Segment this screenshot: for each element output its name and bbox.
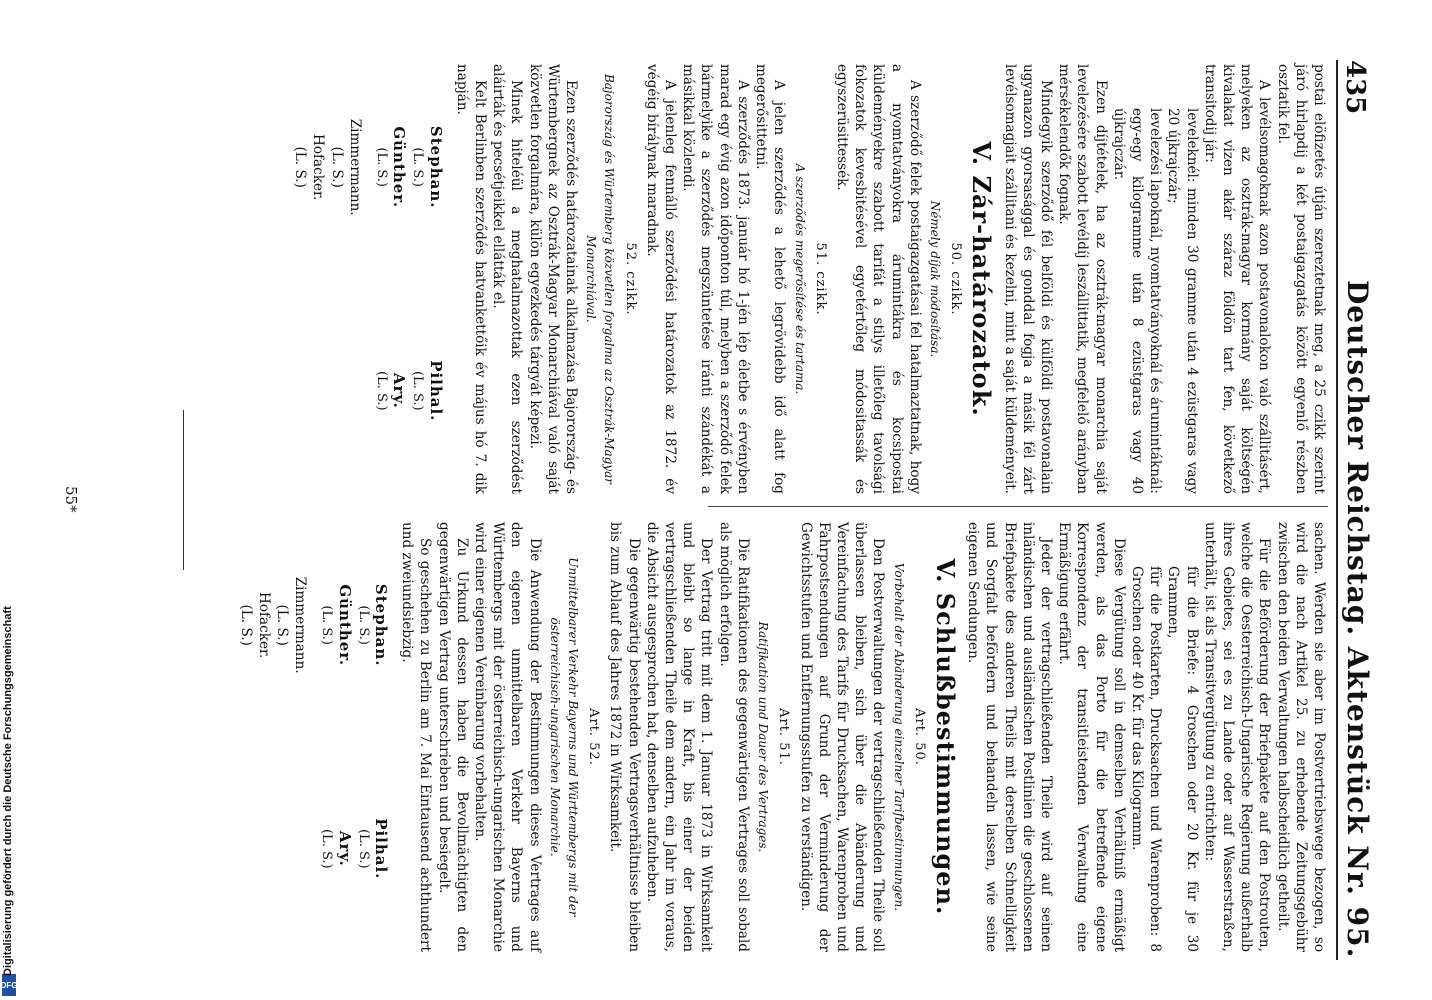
signature-row <box>372 64 445 494</box>
paragraph: postai elöfizetés útján szereztetnak meg, a 25 czikk szerint járó hirlapdij a két postaigazgatás között egyenlő részben osztatik fel. <box>1274 64 1327 494</box>
seal-mark: (L. S.) <box>355 605 371 645</box>
article-subtitle: Vorbehalt der Abänderung einzelner Tarifbestimmungen. <box>891 562 906 912</box>
paragraph: Für die Beförderung der Briefpakete auf den Postrouten, welche die Oesterreichisch-Ungarische Regierung außerhalb ihres Gebietes, sei es zu Lande oder auf Wasserstraßen, unterhält, ist als Transitvergütung zu entrichten: <box>1201 522 1273 952</box>
signature-row <box>317 522 390 952</box>
paragraph: Den Postverwaltungen der vertragschließenden Theile soll überlassen bleiben, sich über die Abänderung und Vereinfachung des Tarifs für Drucksachen, Warenproben und Fahrpostsendungen auf Grund der Verminderung der Gewichtsstufen und Entfernungsstufen zu verständigen. <box>797 522 887 952</box>
paragraph: A jelenleg fennálló szerződési határozatok az 1872. év végéig bírálynak maradnak. <box>643 64 679 494</box>
page-number: 435 <box>1340 60 1370 115</box>
article-number: Art. 52. <box>586 708 602 766</box>
paragraph: Der Vertrag tritt mit dem 1. Januar 1873 in Wirksamkeit und bleibt so lange in Kraft, bis einer der beiden vertragschließenden Theile dem andern, ein Jahr im voraus, die Absicht ausgesprochen hat, denselben aufzuheben. <box>643 522 715 952</box>
article-subtitle: Ratifikation und Dauer des Vertrages. <box>756 621 771 853</box>
seal-mark: (L. S.) <box>292 146 309 188</box>
article-subtitle: Bajorország és Würtemberg közvetlen forgalma az Osztrák-Magyar Monarchiával. <box>584 73 617 485</box>
seal-mark: (L. S.) <box>410 370 426 411</box>
seal-mark: (L. S.) <box>355 828 371 869</box>
seal-mark: (L. S.) <box>328 146 345 188</box>
paragraph: Ezen díjtételek, ha az osztrák-magyar monarchia saját levelezésére szabott levéldíj leszállittatik, megfelelő arányban mérsékelendők fognak. <box>1056 64 1109 494</box>
section-heading: V. Zár-határozatok. <box>967 141 997 417</box>
section-heading: V. Schlußbestimmungen. <box>930 558 960 916</box>
closing-rule <box>183 410 184 570</box>
seal-mark: (L. S.) <box>374 370 390 411</box>
paragraph: Die Ratifikationen des gegenwärtigen Vertrages soll sobald als möglich erfolgen. <box>716 522 751 952</box>
header-rule <box>1336 60 1338 960</box>
signatory-name: Stephan. <box>426 125 445 209</box>
running-title: Deutscher Reichstag. Aktenstück Nr. 95. <box>1341 280 1374 959</box>
signatory-name: Pilhal. <box>426 360 445 422</box>
article-subtitle: A szerződés megerősítése és tartama. <box>792 163 807 395</box>
paragraph: für die Briefe: 4 Groschen oder 20 Kr. für je 30 Grammen, <box>1165 566 1200 952</box>
paragraph: für die Postkarten, Drucksachen und Warenproben: 8 Groschen oder 40 Kr. für das Kilogramm. <box>1128 566 1164 952</box>
seal-mark: (L. S.) <box>319 605 335 645</box>
paragraph: Die gegenwärtig bestehenden Vertragsverhältnisse bleiben bis zum Ablauf des Jahres 1872 in Wirksamkeit. <box>607 522 642 952</box>
digitization-note: Digitalisierung gefördert durch die Deutsche Forschungsgemeinschaft <box>2 606 14 976</box>
paragraph: Ezen szerződés határozatainak alkalmazása Bajorország- és Würtembergnek az Osztrák-Magyar Monarchiával való saját közvetlen forgalmára, külön egyezkedés tárgyát képezi. <box>526 64 580 494</box>
folio-mark: 55* <box>62 486 80 513</box>
paragraph: A szerződő felek postaigazgatásai fel hatalmaztatnak, hogy a nyomtatványokra árumintákra és kocsipostai küldeményekre szabott tarifát a stilys illetőleg tavolsági fokozatok kevesbitésével egyetértőleg módositassák és egyszerüsittessék. <box>833 64 923 494</box>
article-number: Art. 50. <box>911 708 927 766</box>
column-divider <box>708 506 1328 507</box>
paragraph: A levélsomagoknak azon postavonalokon való szállitásért, melyeken az osztrák-magyar kormány saját költségén kivalakat vizen akár száraz földön tart fen, következő transitodij jár: <box>1201 64 1273 494</box>
seal-mark: (L. S.) <box>319 828 335 869</box>
seal-mark: (L. S.) <box>237 604 254 646</box>
article-subtitle: Némely díjak módosítása. <box>927 200 942 358</box>
dfg-logo-icon: DFG <box>2 974 16 996</box>
paragraph: So geschehen zu Berlin am 7. Mai Eintausend achthundert und zweiundsiebzig. <box>399 522 434 952</box>
signatory-name: Günther. <box>390 126 409 209</box>
signature-block <box>372 288 445 494</box>
signature-block <box>291 64 364 270</box>
signature-block <box>372 64 445 270</box>
signatory-name: Günther. <box>335 584 354 667</box>
signatory-name: Hofacker. <box>255 591 272 659</box>
paragraph: leveleknél: minden 30 gramme után 4 ezüstgaras vagy 20 újkrajczár; <box>1165 108 1200 494</box>
seal-mark: (L. S.) <box>274 604 291 646</box>
paragraph: Minek hiteléül a meghatalmazottak ezen szerződést aláirták és pecsétjeikkel ellátták el. <box>490 64 525 494</box>
article-number: Art. 51. <box>776 708 792 766</box>
seal-mark: (L. S.) <box>410 147 426 187</box>
signature-block <box>317 522 390 728</box>
article-number: 51. czikk. <box>812 242 828 316</box>
seal-mark: (L. S.) <box>374 147 390 187</box>
paragraph: Jeder der vertragschließenden Theile wird auf seinen inländischen und ausländischen Postlinien die geschlossenen Briefpakete des anderen Theils mit derselben Schnelligkeit und Sorgfalt befördern und behandeln lassen, wie seine eigenen Sendungen. <box>965 522 1054 952</box>
signature-row <box>236 522 309 952</box>
signatory-name: Zimmermann. <box>292 576 309 674</box>
signature-block <box>317 746 390 952</box>
signatory-name: Pilhal. <box>372 818 391 880</box>
signature-block <box>236 522 309 728</box>
article-number: 52. czikk. <box>622 242 638 316</box>
paragraph: levelezési lapoknál, nyomtatványoknál és árumintáknál: egy-egy kilogramme után 8 ezüstgaras vagy 40 újkrajczár. <box>1110 108 1164 494</box>
signatory-name: Hofacker. <box>310 133 327 201</box>
german-column <box>236 522 1328 952</box>
paragraph: sachen. Werden sie aber im Postvertriebswege bezogen, so wird die nach Artikel 25. zu erhebende Zeitungsgebühr zwischen den beiden Verwaltungen halbscheidlich getheilt. <box>1274 522 1327 952</box>
signatory-name: Zimmermann. <box>346 118 363 216</box>
paragraph: A szerződés 1873. január hó 1-jén lép életbe s érvényben marad egy évig azon időponton túl, melyben a szerződő felek bármelyike a szerződés megszüntetése iránti szándékát a másikkal közlendi. <box>680 64 751 494</box>
signatory-name: Ary. <box>335 830 354 867</box>
paragraph: Zu Urkund dessen haben die Bevollmächtigten den gegenwärtigen Vertrag unterschrieben und besiegelt. <box>435 522 470 952</box>
paragraph: Mindegyik szerződő fél belföldi és külföldi postavonalain ugyanazon gyorsasággal és gonddal fogja a másik fél zárt levélsomagjait szállitani és kezelni, mint a saját küldeményeit. <box>1001 64 1054 494</box>
signature-row <box>291 64 364 494</box>
paragraph: Die Anwendung der Bestimmungen dieses Vertrages auf den eigenen unmittelbaren Verkehr Bayerns und Württembergs mit der österreichisch-ungarischen Monarchie wird einer eigenen Vereinbarung vorbehalten. <box>472 522 543 952</box>
paragraph: A jelen szerződés a lehető legrövidebb idő alatt fog megerősittetni. <box>753 64 788 494</box>
article-number: 50. czikk. <box>948 242 964 316</box>
signatory-name: Stephan. <box>372 583 391 667</box>
hungarian-column <box>291 64 1328 494</box>
paragraph: Diese Vergütung soll in demselben Verhältniß ermäßigt werden, als das Porto für die betreffende eigene Korrespondenz der transitleistenden Verwaltung eine Ermäßigung erfährt. <box>1056 522 1127 952</box>
article-subtitle: Unmittelbarer Verkehr Bayerns und Württembergs mit der österreichisch-ungarischen Monarchie. <box>547 557 581 917</box>
signatory-name: Ary. <box>390 372 409 409</box>
paragraph: Kelt Berlinben szerződés hatvankettőik év május hó 7. dik napján. <box>453 64 489 494</box>
